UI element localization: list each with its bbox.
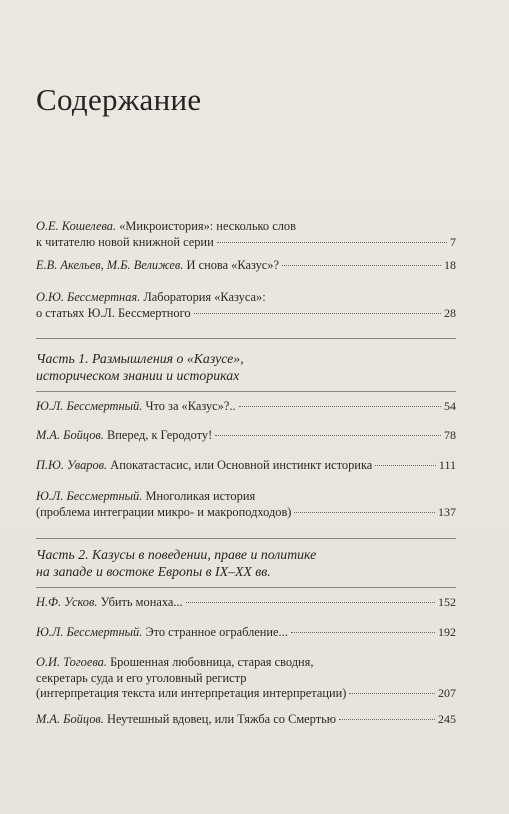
entry-title: (интерпретация текста или интерпретация интерпретации) bbox=[36, 686, 347, 700]
entry-title: Апокатастасис, или Основной инстинкт историка bbox=[110, 458, 373, 472]
toc-entry bbox=[36, 428, 456, 444]
toc-line bbox=[36, 428, 456, 444]
toc-line bbox=[36, 489, 456, 505]
page-number: 78 bbox=[444, 428, 456, 442]
leader-dots bbox=[239, 406, 441, 407]
entry-title: Брошенная любовница, старая сводня, bbox=[110, 655, 314, 669]
leader-dots bbox=[217, 242, 447, 243]
toc-entry bbox=[36, 458, 456, 474]
toc-entry bbox=[36, 290, 456, 321]
page-number: 18 bbox=[444, 258, 456, 272]
entry-author: Ю.Л. Бессмертный. bbox=[36, 399, 143, 413]
part-heading-line: на западе и востоке Европы в IX–XX вв. bbox=[36, 564, 271, 579]
section-rule bbox=[36, 538, 456, 539]
leader-dots bbox=[282, 265, 441, 266]
entry-title: (проблема интеграции микро- и макроподходов) bbox=[36, 504, 292, 519]
page-number: 152 bbox=[438, 595, 456, 609]
section-rule bbox=[36, 391, 456, 392]
leader-dots bbox=[291, 632, 435, 633]
toc-entry bbox=[36, 258, 456, 274]
section-rule bbox=[36, 338, 456, 339]
page-number: 28 bbox=[444, 305, 456, 320]
entry-title: секретарь суда и его уголовный регистр bbox=[36, 670, 247, 685]
toc-line bbox=[36, 655, 456, 671]
leader-dots bbox=[215, 435, 441, 436]
part-heading-line: историческом знании и историках bbox=[36, 368, 240, 383]
toc-line bbox=[36, 595, 456, 611]
toc-line bbox=[36, 219, 456, 235]
entry-author: О.Е. Кошелева. bbox=[36, 219, 117, 233]
entry-title: Лаборатория «Казуса»: bbox=[143, 290, 266, 304]
toc-line bbox=[36, 686, 456, 702]
leader-dots bbox=[186, 602, 435, 603]
toc-entry bbox=[36, 625, 456, 641]
entry-author: Е.В. Акельев, М.Б. Велижев. bbox=[36, 258, 184, 272]
entry-author: О.И. Тогоева. bbox=[36, 655, 107, 669]
entry-title: «Микроистория»: несколько слов bbox=[119, 219, 296, 233]
toc-line bbox=[36, 235, 456, 251]
entry-title: Неутешный вдовец, или Тяжба со Смертью bbox=[107, 712, 337, 726]
part-heading bbox=[36, 546, 456, 580]
section-rule bbox=[36, 587, 456, 588]
page-number: 245 bbox=[438, 712, 456, 726]
leader-dots bbox=[294, 512, 435, 513]
entry-author: М.А. Бойцов. bbox=[36, 712, 104, 726]
entry-author: О.Ю. Бессмертная. bbox=[36, 290, 141, 304]
toc-entry bbox=[36, 399, 456, 415]
toc-line bbox=[36, 290, 456, 306]
toc-line bbox=[36, 625, 456, 641]
page-number: 192 bbox=[438, 625, 456, 639]
part-heading bbox=[36, 350, 456, 384]
toc-line bbox=[36, 505, 456, 521]
entry-title: Многоликая история bbox=[145, 489, 256, 503]
leader-dots bbox=[339, 719, 435, 720]
toc-entry bbox=[36, 595, 456, 611]
toc-entry bbox=[36, 712, 456, 728]
page-number: 54 bbox=[444, 399, 456, 413]
toc-line bbox=[36, 458, 456, 474]
entry-author: Ю.Л. Бессмертный. bbox=[36, 625, 143, 639]
leader-dots bbox=[375, 465, 436, 466]
entry-title: Убить монаха... bbox=[100, 595, 183, 609]
page-number: 111 bbox=[438, 458, 456, 472]
entry-author: Н.Ф. Усков. bbox=[36, 595, 98, 609]
entry-title: Вперед, к Геродоту! bbox=[107, 428, 213, 442]
toc-line bbox=[36, 712, 456, 728]
toc-line bbox=[36, 671, 456, 687]
entry-title: о статьях Ю.Л. Бессмертного bbox=[36, 305, 191, 320]
entry-title: И снова «Казус»? bbox=[186, 258, 280, 272]
entry-author: М.А. Бойцов. bbox=[36, 428, 104, 442]
page-number: 207 bbox=[438, 686, 456, 700]
entry-title: Это странное ограбление... bbox=[145, 625, 288, 639]
page-number: 7 bbox=[450, 234, 456, 249]
part-heading-line: Часть 1. Размышления о «Казусе», bbox=[36, 351, 244, 366]
page-title: Содержание bbox=[36, 82, 202, 117]
part-heading-line: Часть 2. Казусы в поведении, праве и политике bbox=[36, 547, 317, 562]
entry-author: П.Ю. Уваров. bbox=[36, 458, 108, 472]
toc-line bbox=[36, 306, 456, 322]
entry-title: к читателю новой книжной серии bbox=[36, 234, 214, 249]
leader-dots bbox=[349, 693, 435, 694]
toc-entry bbox=[36, 655, 456, 702]
toc-entry bbox=[36, 219, 456, 250]
toc-line bbox=[36, 258, 456, 274]
toc-entry bbox=[36, 489, 456, 520]
entry-author: Ю.Л. Бессмертный. bbox=[36, 489, 143, 503]
toc-line bbox=[36, 399, 456, 415]
page-number: 137 bbox=[438, 504, 456, 519]
entry-title: Что за «Казус»?.. bbox=[145, 399, 236, 413]
leader-dots bbox=[194, 313, 441, 314]
